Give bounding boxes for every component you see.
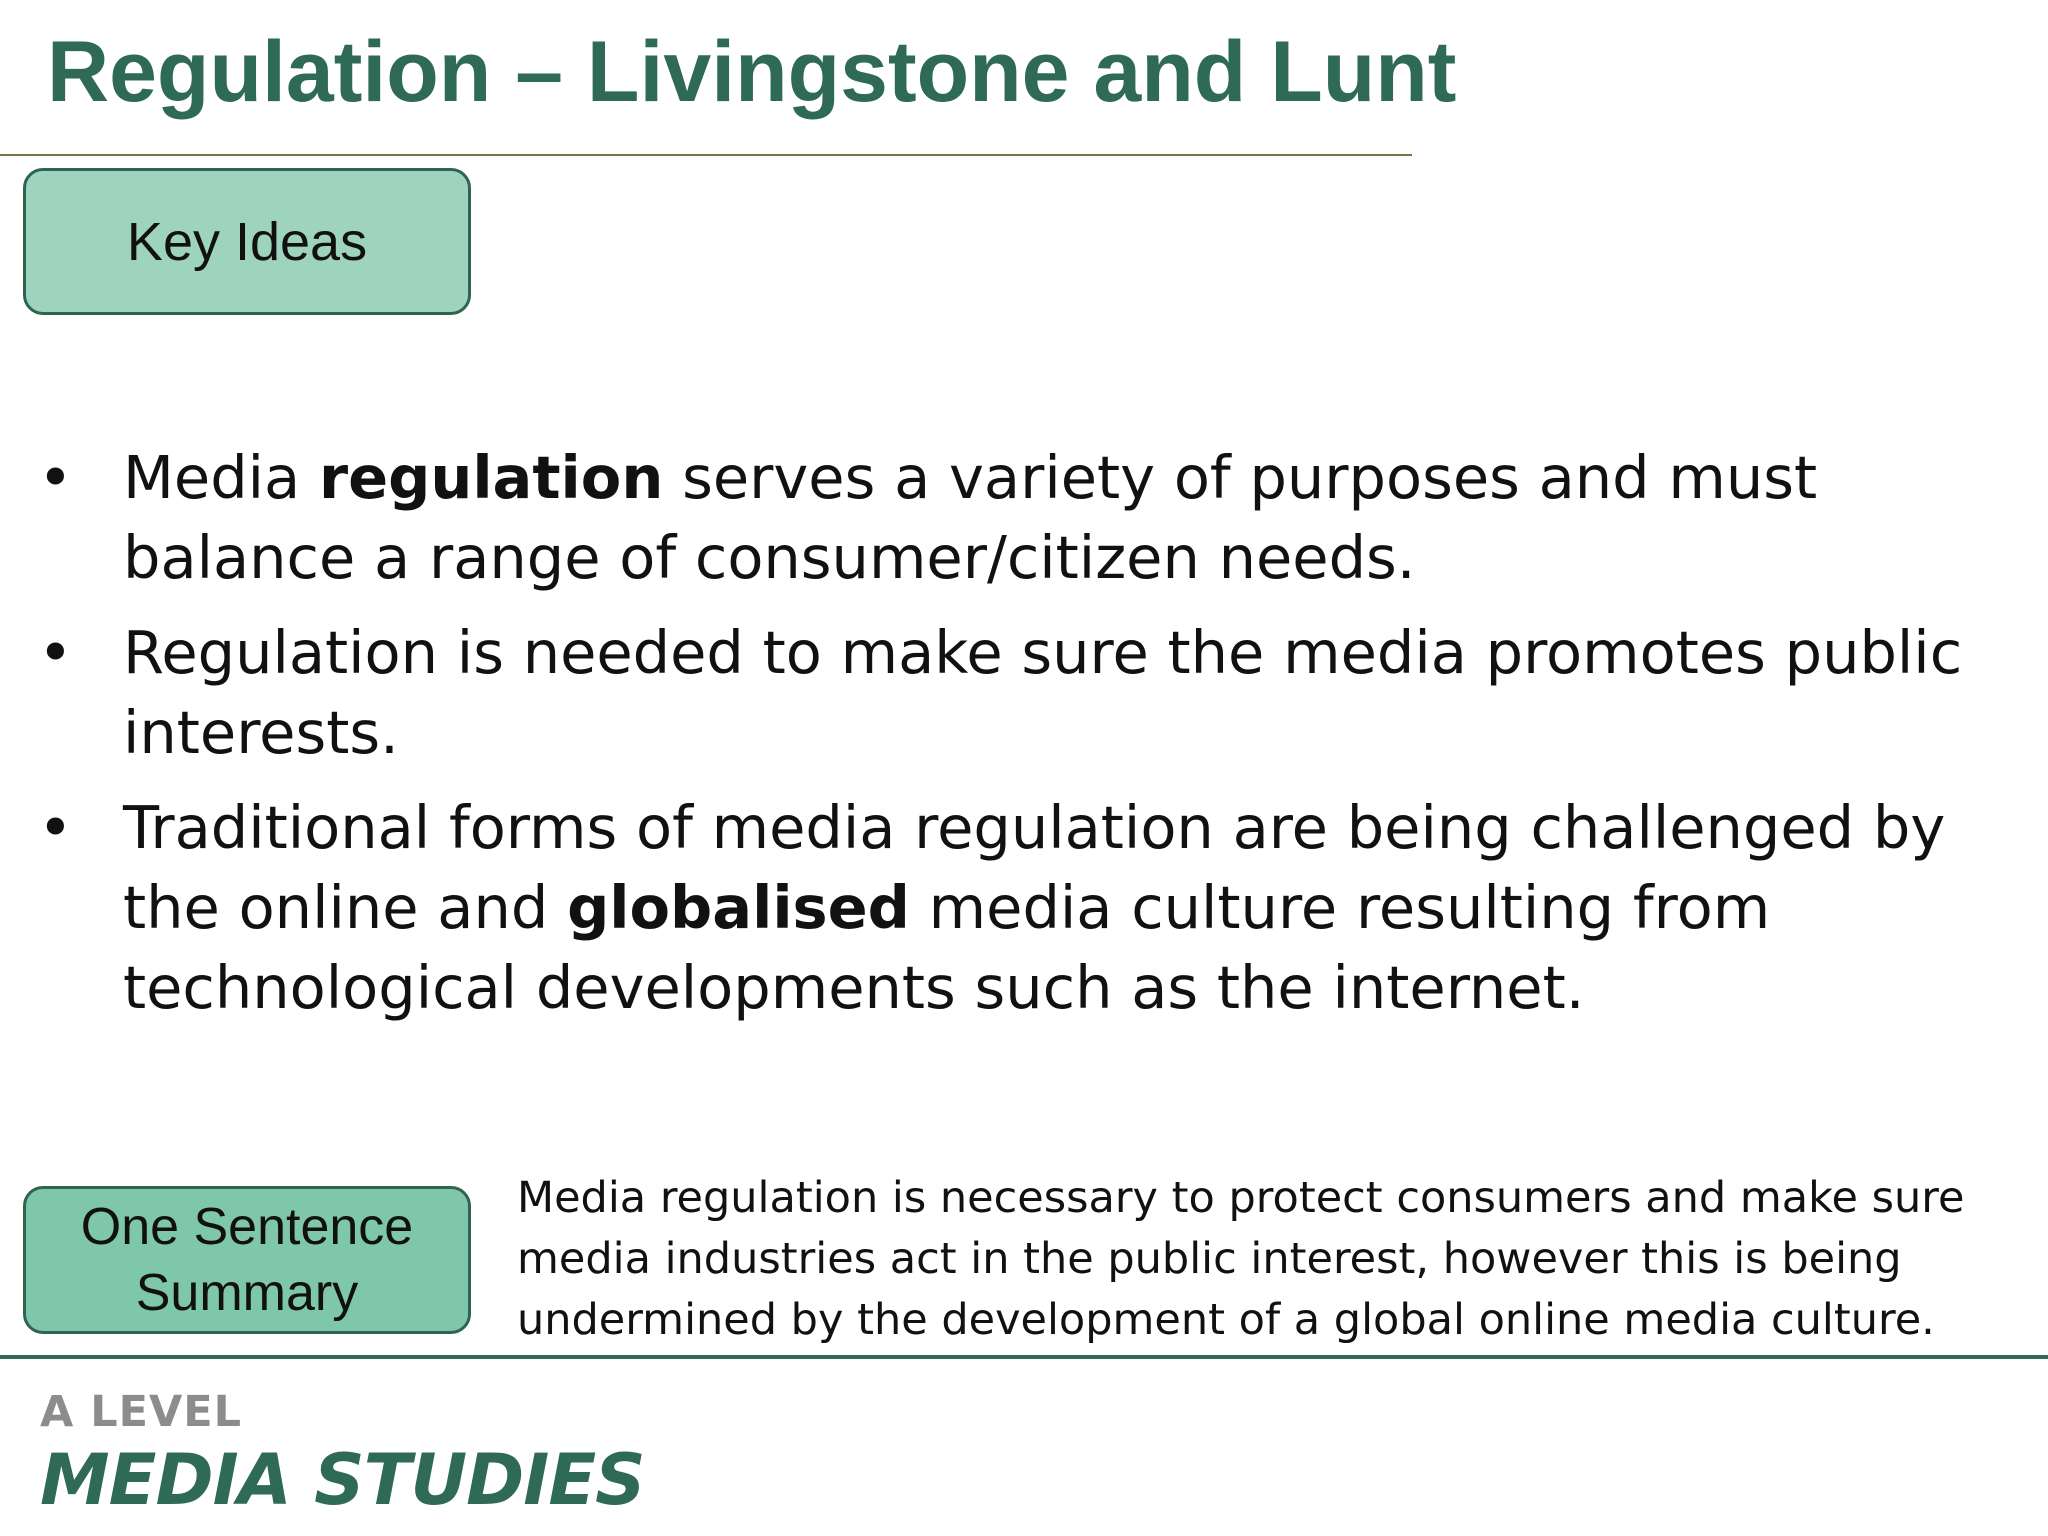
key-ideas-list [38, 438, 2018, 1043]
title-divider [0, 154, 1412, 156]
bullet-marker: • [38, 618, 73, 687]
bullet-text: serves a variety of purposes and must balance a range of consumer/citizen needs. [123, 443, 1818, 592]
bullet-marker: • [38, 793, 73, 862]
bullet-marker: • [38, 443, 73, 512]
list-item [38, 788, 2018, 1028]
bullet-text: media culture resulting from technological developments such as the internet. [123, 873, 1771, 1022]
media-studies-logo [40, 1386, 645, 1522]
list-item [38, 613, 2018, 773]
bullet-text: Media [123, 443, 319, 512]
list-item [38, 438, 2018, 598]
logo-level-text: A LEVEL [40, 1387, 243, 1437]
logo-subject-text: MEDIA STUDIES [40, 1439, 645, 1521]
bullet-keyword: globalised [567, 873, 910, 942]
one-sentence-summary-label: One Sentence Summary [23, 1186, 471, 1334]
bullet-keyword: regulation [318, 443, 664, 512]
summary-text: Media regulation is necessary to protect consumers and make sure media industries act in the public interest, however this is being undermined by the development of a global online media culture. [517, 1173, 1965, 1345]
bullet-text: Traditional forms of media regulation are being challenged by the online and [123, 793, 1946, 942]
key-ideas-label: Key Ideas [23, 168, 471, 315]
slide-title: Regulation – Livingstone and Lunt [47, 24, 1457, 120]
bullet-text: Regulation is needed to make sure the media promotes public interests. [123, 618, 1963, 767]
footer-divider [0, 1355, 2048, 1359]
